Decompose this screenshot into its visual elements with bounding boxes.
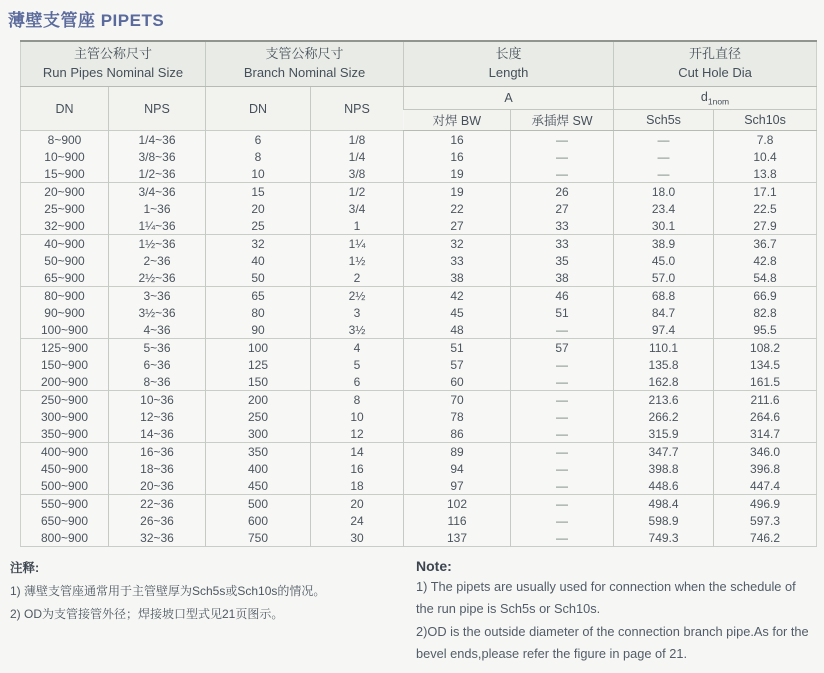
cell-bw: 70 [404, 391, 511, 409]
cell-branch_dn: 80 [206, 304, 311, 321]
cell-branch_dn: 350 [206, 443, 311, 461]
cell-branch_dn: 150 [206, 373, 311, 391]
cell-branch_nps: 20 [311, 495, 404, 513]
cell-sch10s: 314.7 [714, 425, 817, 443]
table-row [21, 200, 817, 217]
cell-run_dn: 150~900 [21, 356, 109, 373]
cell-sch10s: 22.5 [714, 200, 817, 217]
cell-sch10s: 496.9 [714, 495, 817, 513]
cell-branch_dn: 125 [206, 356, 311, 373]
table-row [21, 269, 817, 287]
cell-sch5s: 347.7 [614, 443, 714, 461]
cell-sch10s: 134.5 [714, 356, 817, 373]
cell-run_nps: 10~36 [109, 391, 206, 409]
cell-sch5s: — [614, 165, 714, 183]
table-body [21, 131, 817, 547]
cell-branch_nps: 6 [311, 373, 404, 391]
table-row [21, 339, 817, 357]
cell-bw: 19 [404, 165, 511, 183]
cell-sw: — [511, 443, 614, 461]
cell-run_nps: 18~36 [109, 460, 206, 477]
cell-run_nps: 3~36 [109, 287, 206, 305]
cell-run_dn: 200~900 [21, 373, 109, 391]
table-row [21, 443, 817, 461]
table-header [21, 41, 817, 131]
table-row [21, 321, 817, 339]
cell-sch5s: 749.3 [614, 529, 714, 547]
cell-branch_dn: 10 [206, 165, 311, 183]
cell-run_dn: 40~900 [21, 235, 109, 253]
cell-sch5s: 23.4 [614, 200, 714, 217]
cell-bw: 22 [404, 200, 511, 217]
cell-run_dn: 10~900 [21, 148, 109, 165]
cell-branch_nps: 10 [311, 408, 404, 425]
cell-branch_dn: 6 [206, 131, 311, 149]
cell-run_dn: 125~900 [21, 339, 109, 357]
header-row-sections [21, 41, 817, 87]
header-branch-en: Branch Nominal Size [243, 65, 366, 80]
cell-run_dn: 450~900 [21, 460, 109, 477]
cell-sch10s: 7.8 [714, 131, 817, 149]
cell-sch5s: 135.8 [614, 356, 714, 373]
cell-sch5s: 315.9 [614, 425, 714, 443]
cell-sch10s: 10.4 [714, 148, 817, 165]
cell-sch10s: 447.4 [714, 477, 817, 495]
cell-sw: 33 [511, 217, 614, 235]
table-row [21, 183, 817, 201]
cell-bw: 38 [404, 269, 511, 287]
cell-branch_dn: 8 [206, 148, 311, 165]
cell-branch_nps: 3/4 [311, 200, 404, 217]
cell-sch5s: 110.1 [614, 339, 714, 357]
cell-sch5s: 598.9 [614, 512, 714, 529]
cell-run_nps: 26~36 [109, 512, 206, 529]
cell-branch_dn: 90 [206, 321, 311, 339]
cell-sw: — [511, 356, 614, 373]
cell-sch10s: 746.2 [714, 529, 817, 547]
cell-run_dn: 550~900 [21, 495, 109, 513]
header-length [404, 41, 614, 87]
table-row [21, 495, 817, 513]
cell-run_dn: 800~900 [21, 529, 109, 547]
cell-branch_dn: 750 [206, 529, 311, 547]
page-title: 薄壁支管座 PIPETS [8, 11, 165, 30]
cell-run_nps: 20~36 [109, 477, 206, 495]
cell-bw: 48 [404, 321, 511, 339]
cell-branch_nps: 1½ [311, 252, 404, 269]
cell-branch_dn: 500 [206, 495, 311, 513]
cell-branch_nps: 18 [311, 477, 404, 495]
note-cn-2: 2) OD为支管接管外径；焊接坡口型式见21页图示。 [10, 607, 284, 622]
cell-branch_dn: 250 [206, 408, 311, 425]
cell-branch_dn: 450 [206, 477, 311, 495]
header-run-nps: NPS [109, 87, 206, 131]
cell-sch5s: 57.0 [614, 269, 714, 287]
table-row [21, 131, 817, 149]
cell-sch10s: 17.1 [714, 183, 817, 201]
cell-run_nps: 6~36 [109, 356, 206, 373]
header-run-pipes-en: Run Pipes Nominal Size [42, 65, 184, 80]
cell-branch_dn: 65 [206, 287, 311, 305]
cell-run_dn: 20~900 [21, 183, 109, 201]
cell-branch_nps: 1/8 [311, 131, 404, 149]
cell-branch_nps: 4 [311, 339, 404, 357]
cell-branch_nps: 5 [311, 356, 404, 373]
cell-sch10s: 82.8 [714, 304, 817, 321]
cell-sch10s: 264.6 [714, 408, 817, 425]
cell-run_nps: 1/2~36 [109, 165, 206, 183]
cell-sw: — [511, 477, 614, 495]
cell-branch_nps: 3½ [311, 321, 404, 339]
cell-sw: — [511, 495, 614, 513]
cell-sch5s: 45.0 [614, 252, 714, 269]
table-row [21, 425, 817, 443]
cell-bw: 27 [404, 217, 511, 235]
header-run-pipes-cn: 主管公称尺寸 [73, 46, 152, 62]
cell-run_dn: 650~900 [21, 512, 109, 529]
cell-run_dn: 250~900 [21, 391, 109, 409]
cell-sch10s: 42.8 [714, 252, 817, 269]
cell-bw: 16 [404, 148, 511, 165]
cell-sch10s: 597.3 [714, 512, 817, 529]
cell-sw: 57 [511, 339, 614, 357]
cell-branch_nps: 8 [311, 391, 404, 409]
cell-run_dn: 300~900 [21, 408, 109, 425]
cell-sch5s: 162.8 [614, 373, 714, 391]
cell-branch_nps: 1/4 [311, 148, 404, 165]
cell-branch_dn: 300 [206, 425, 311, 443]
cell-run_dn: 32~900 [21, 217, 109, 235]
cell-bw: 116 [404, 512, 511, 529]
cell-sch5s: 498.4 [614, 495, 714, 513]
cell-branch_nps: 30 [311, 529, 404, 547]
header-cut-hole-en: Cut Hole Dia [678, 65, 752, 80]
cell-run_nps: 32~36 [109, 529, 206, 547]
cell-sw: 27 [511, 200, 614, 217]
cell-sw: — [511, 148, 614, 165]
cell-run_nps: 4~36 [109, 321, 206, 339]
cell-run_dn: 100~900 [21, 321, 109, 339]
cell-sw: — [511, 460, 614, 477]
cell-run_dn: 500~900 [21, 477, 109, 495]
cell-branch_dn: 40 [206, 252, 311, 269]
table-row [21, 477, 817, 495]
cell-sch5s: 213.6 [614, 391, 714, 409]
cell-sw: — [511, 425, 614, 443]
cell-sw: — [511, 321, 614, 339]
cell-run_nps: 1~36 [109, 200, 206, 217]
table-row [21, 408, 817, 425]
table-row [21, 391, 817, 409]
cell-branch_dn: 25 [206, 217, 311, 235]
cell-sch5s: 30.1 [614, 217, 714, 235]
header-branch-nps: NPS [311, 87, 404, 131]
header-cut-hole [614, 41, 817, 87]
cell-run_dn: 8~900 [21, 131, 109, 149]
cell-branch_nps: 3 [311, 304, 404, 321]
table-row [21, 373, 817, 391]
header-cut-hole-cn: 开孔直径 [689, 46, 742, 62]
cell-bw: 97 [404, 477, 511, 495]
cell-run_dn: 350~900 [21, 425, 109, 443]
cell-run_nps: 3½~36 [109, 304, 206, 321]
cell-bw: 57 [404, 356, 511, 373]
cell-branch_nps: 3/8 [311, 165, 404, 183]
cell-sw: 33 [511, 235, 614, 253]
cell-sw: — [511, 165, 614, 183]
cell-sch5s: — [614, 131, 714, 149]
notes-english [416, 558, 816, 666]
cell-run_nps: 8~36 [109, 373, 206, 391]
cell-branch_nps: 1¼ [311, 235, 404, 253]
cell-sw: 35 [511, 252, 614, 269]
cell-bw: 137 [404, 529, 511, 547]
cell-sw: 26 [511, 183, 614, 201]
cell-sw: — [511, 529, 614, 547]
cell-bw: 86 [404, 425, 511, 443]
header-run-pipes [21, 41, 206, 87]
d1nom-main: d [700, 89, 708, 104]
cell-run_nps: 5~36 [109, 339, 206, 357]
cell-sch10s: 27.9 [714, 217, 817, 235]
cell-sch10s: 211.6 [714, 391, 817, 409]
table-row [21, 460, 817, 477]
cell-sch10s: 346.0 [714, 443, 817, 461]
cell-bw: 16 [404, 131, 511, 149]
cell-sch5s: 18.0 [614, 183, 714, 201]
pipets-table [20, 40, 817, 547]
cell-run_nps: 16~36 [109, 443, 206, 461]
cell-run_dn: 80~900 [21, 287, 109, 305]
header-d1nom [614, 87, 817, 110]
note-en-2: 2)OD is the outside diameter of the connection branch pipe.As for the bevel ends,please refer the figure in page of 21. [416, 623, 809, 662]
cell-run_dn: 90~900 [21, 304, 109, 321]
cell-bw: 33 [404, 252, 511, 269]
cell-branch_dn: 15 [206, 183, 311, 201]
cell-sw: — [511, 373, 614, 391]
cell-run_dn: 50~900 [21, 252, 109, 269]
header-a: A [404, 87, 614, 110]
cell-sch10s: 95.5 [714, 321, 817, 339]
cell-bw: 102 [404, 495, 511, 513]
cell-branch_nps: 16 [311, 460, 404, 477]
cell-branch_dn: 400 [206, 460, 311, 477]
d1nom-sub: 1nom [707, 96, 730, 107]
cell-run_nps: 14~36 [109, 425, 206, 443]
table-row [21, 252, 817, 269]
cell-sch10s: 66.9 [714, 287, 817, 305]
cell-branch_dn: 32 [206, 235, 311, 253]
cell-sch5s: 68.8 [614, 287, 714, 305]
cell-sw: 38 [511, 269, 614, 287]
notes-section [10, 558, 816, 666]
cell-bw: 19 [404, 183, 511, 201]
cell-branch_dn: 200 [206, 391, 311, 409]
cell-bw: 32 [404, 235, 511, 253]
cell-branch_nps: 2½ [311, 287, 404, 305]
cell-sw: 46 [511, 287, 614, 305]
cell-run_dn: 25~900 [21, 200, 109, 217]
note-en-1: 1) The pipets are usually used for connection when the schedule of the run pipe is Sch5s or Sch10s. [416, 579, 796, 617]
cell-branch_dn: 20 [206, 200, 311, 217]
header-run-dn: DN [21, 87, 109, 131]
cell-bw: 45 [404, 304, 511, 321]
table-row [21, 148, 817, 165]
cell-sch5s: 84.7 [614, 304, 714, 321]
note-cn-1: 1) 薄壁支管座通常用于主管壁厚为Sch5s或Sch10s的情况。 [10, 584, 326, 598]
cell-run_dn: 65~900 [21, 269, 109, 287]
cell-sch5s: 38.9 [614, 235, 714, 253]
cell-run_nps: 1/4~36 [109, 131, 206, 149]
cell-run_nps: 2~36 [109, 252, 206, 269]
cell-run_dn: 15~900 [21, 165, 109, 183]
cell-bw: 78 [404, 408, 511, 425]
cell-sch10s: 161.5 [714, 373, 817, 391]
cell-run_nps: 3/4~36 [109, 183, 206, 201]
cell-sw: 51 [511, 304, 614, 321]
header-length-cn: 长度 [495, 46, 522, 62]
cell-bw: 94 [404, 460, 511, 477]
table-row [21, 529, 817, 547]
cell-sw: — [511, 391, 614, 409]
header-sch5s: Sch5s [614, 110, 714, 131]
cell-branch_nps: 2 [311, 269, 404, 287]
cell-run_nps: 22~36 [109, 495, 206, 513]
cell-sch5s: 266.2 [614, 408, 714, 425]
cell-bw: 51 [404, 339, 511, 357]
table-row [21, 217, 817, 235]
cell-sch5s: 398.8 [614, 460, 714, 477]
cell-branch_nps: 24 [311, 512, 404, 529]
cell-run_nps: 12~36 [109, 408, 206, 425]
cell-sch10s: 108.2 [714, 339, 817, 357]
cell-sch10s: 13.8 [714, 165, 817, 183]
notes-cn-heading: 注释: [10, 561, 40, 575]
cell-run_nps: 2½~36 [109, 269, 206, 287]
cell-bw: 89 [404, 443, 511, 461]
cell-sch10s: 396.8 [714, 460, 817, 477]
cell-sw: — [511, 131, 614, 149]
header-branch-cn: 支管公称尺寸 [265, 46, 344, 62]
table-row [21, 512, 817, 529]
notes-en-heading: Note: [416, 558, 452, 574]
cell-sch5s: 448.6 [614, 477, 714, 495]
header-sw: 承插焊 SW [511, 110, 614, 131]
header-sch10s: Sch10s [714, 110, 817, 131]
cell-branch_nps: 14 [311, 443, 404, 461]
cell-run_dn: 400~900 [21, 443, 109, 461]
cell-branch_dn: 600 [206, 512, 311, 529]
header-branch-dn: DN [206, 87, 311, 131]
table-row [21, 304, 817, 321]
cell-sch10s: 36.7 [714, 235, 817, 253]
cell-bw: 60 [404, 373, 511, 391]
table-row [21, 287, 817, 305]
cell-run_nps: 1½~36 [109, 235, 206, 253]
table-row [21, 356, 817, 373]
cell-sw: — [511, 408, 614, 425]
cell-run_nps: 3/8~36 [109, 148, 206, 165]
cell-sch5s: 97.4 [614, 321, 714, 339]
cell-sw: — [511, 512, 614, 529]
cell-branch_nps: 1 [311, 217, 404, 235]
cell-branch_nps: 12 [311, 425, 404, 443]
cell-branch_nps: 1/2 [311, 183, 404, 201]
cell-branch_dn: 100 [206, 339, 311, 357]
header-row-sub1 [21, 87, 817, 110]
header-length-en: Length [488, 65, 529, 80]
header-branch [206, 41, 404, 87]
table-row [21, 235, 817, 253]
notes-chinese [10, 558, 408, 666]
cell-branch_dn: 50 [206, 269, 311, 287]
cell-sch5s: — [614, 148, 714, 165]
table-row [21, 165, 817, 183]
header-bw: 对焊 BW [404, 110, 511, 131]
cell-run_nps: 1¼~36 [109, 217, 206, 235]
cell-bw: 42 [404, 287, 511, 305]
cell-sch10s: 54.8 [714, 269, 817, 287]
